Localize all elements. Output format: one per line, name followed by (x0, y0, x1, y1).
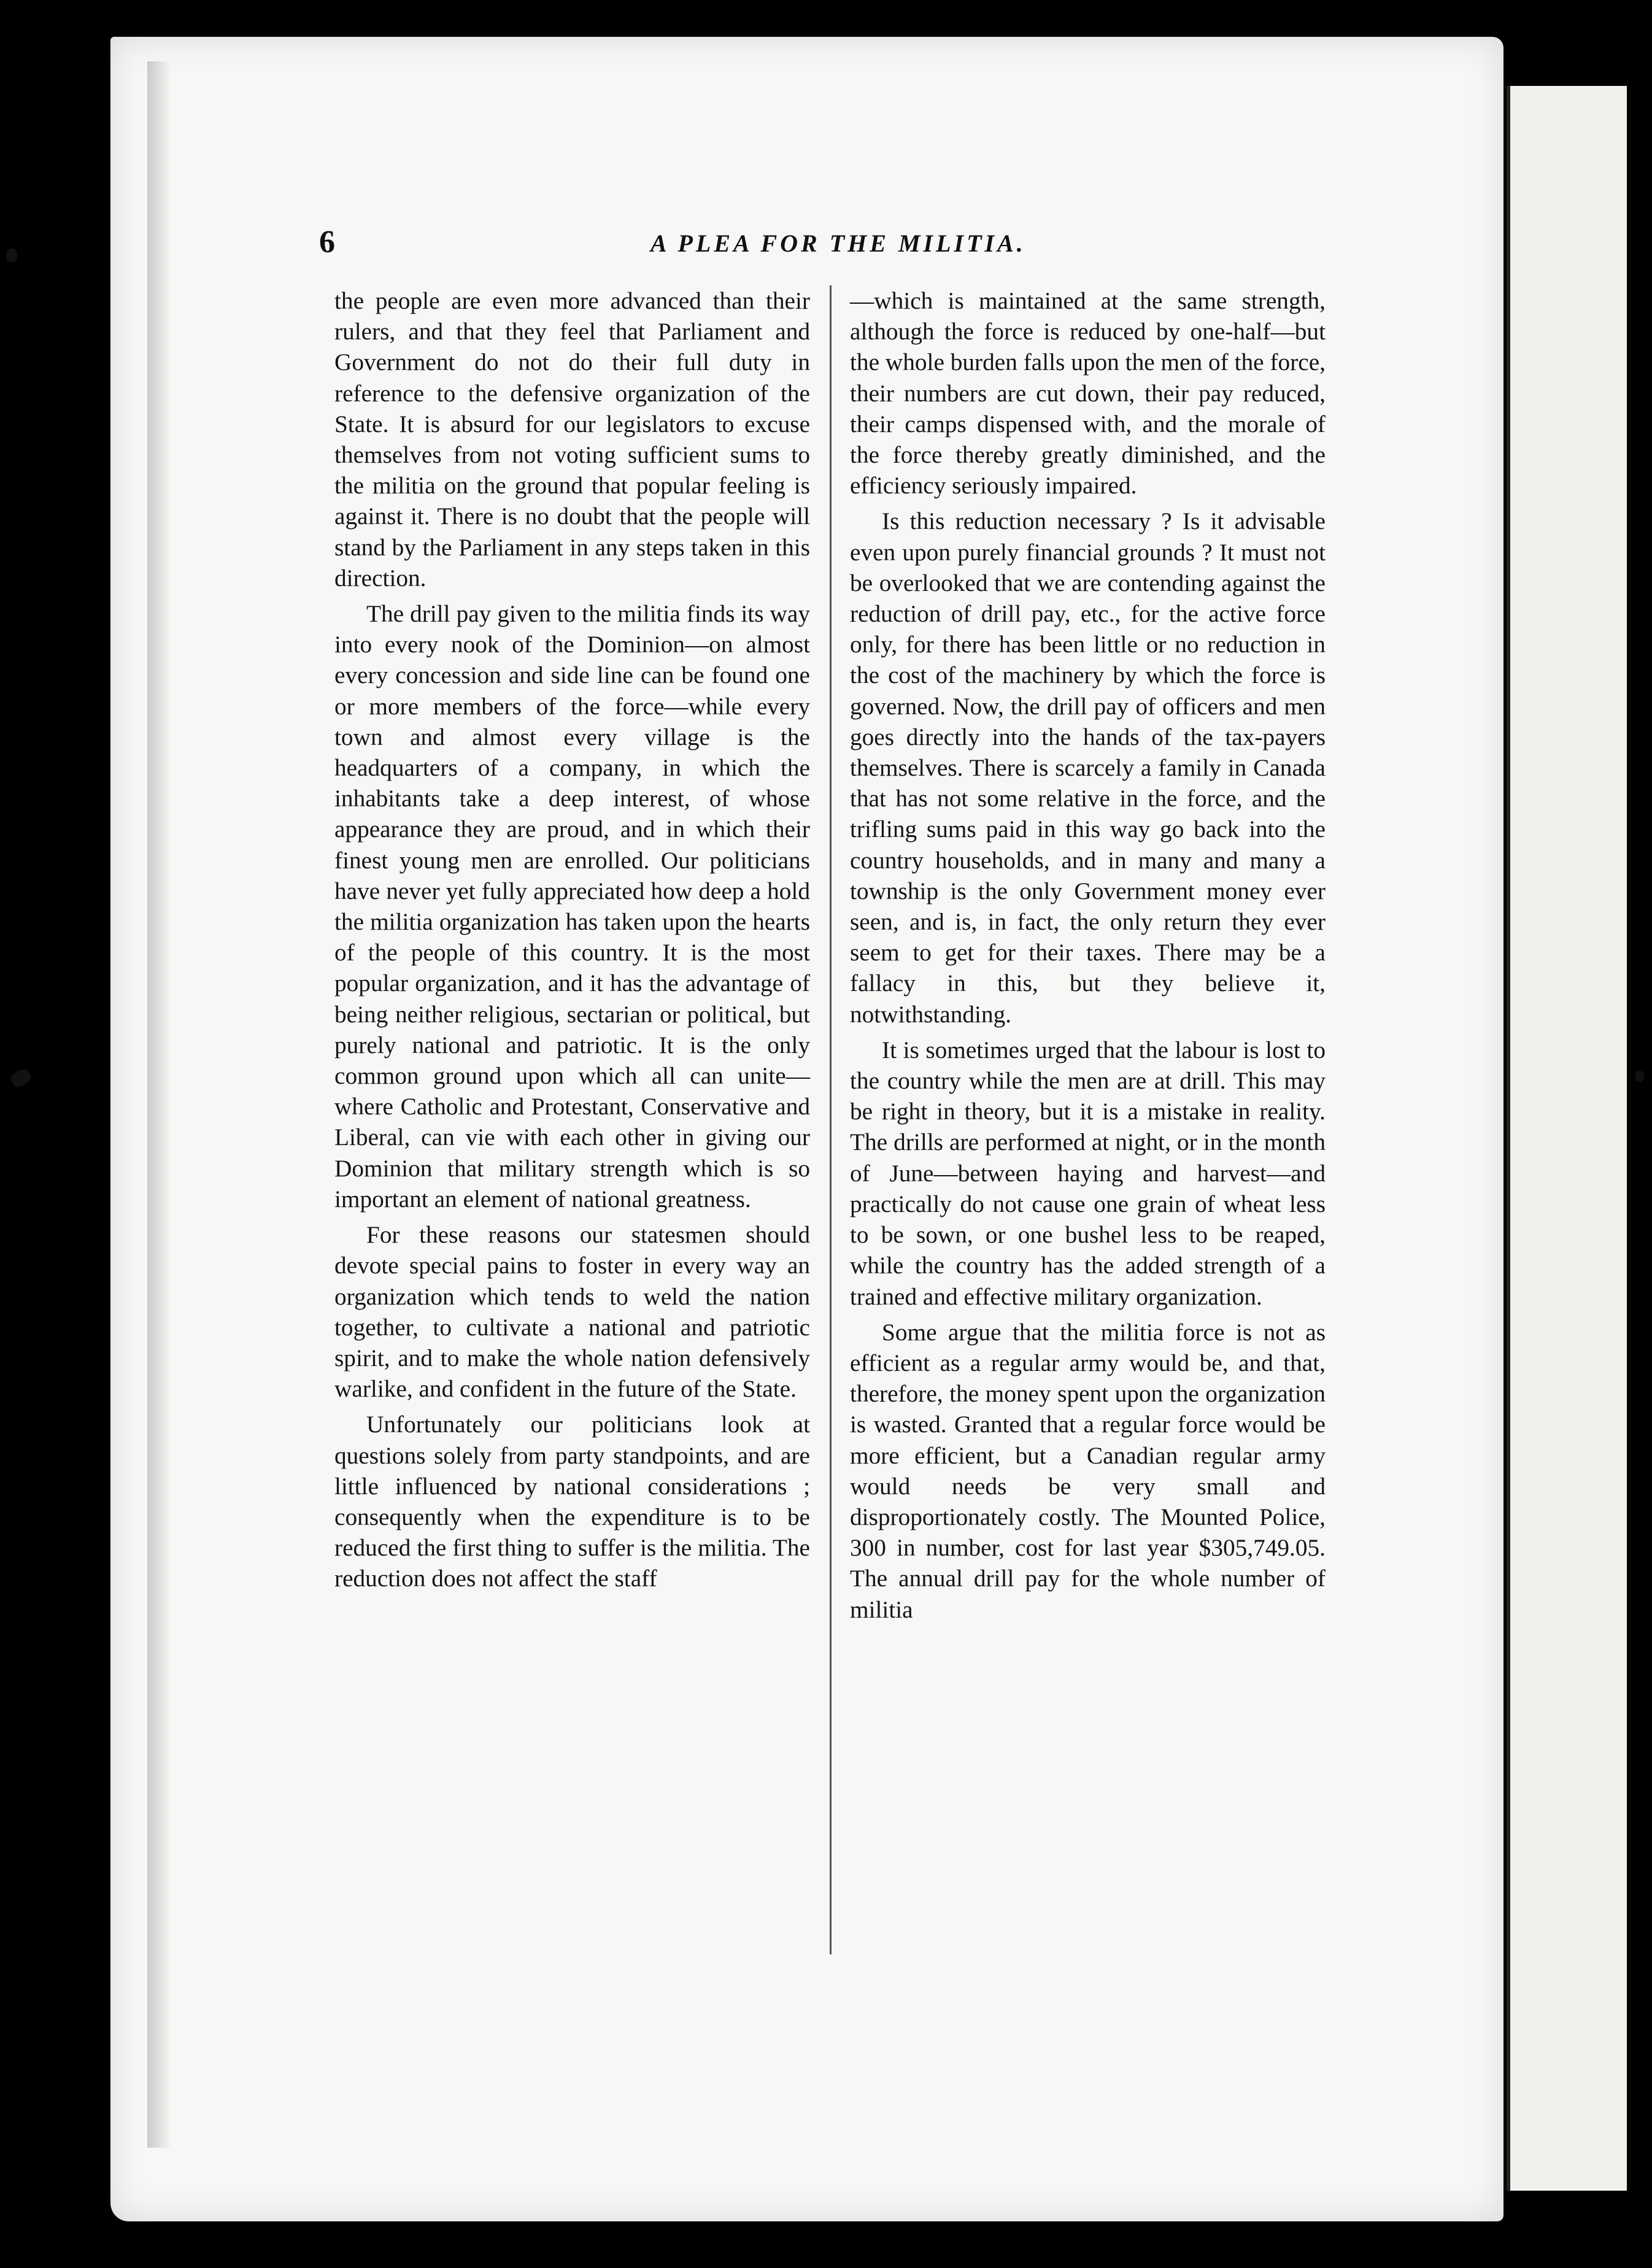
column-rule (830, 285, 832, 1954)
page-fold-shadow (147, 61, 172, 2148)
paragraph: the people are even more advanced than their rulers, and that they feel that Parliament and Government do not do their full duty in reference to the defensive organization of the State. It is absurd for our legislators to excuse themselves from not voting sufficient sums to the militia on the ground that popular feeling is against it. There is no doubt that the people will stand by the Parliament in any steps taken in this direction. (334, 287, 810, 592)
paragraph: Unfortunately our politicians look at questions solely from party standpoints, and are little influenced by national considerations ; consequently when the expenditure is to be reduced the first thing to suffer is the militia. The reduction does not affect the staff (334, 1411, 810, 1592)
paragraph: For these reasons our statesmen should devote special pains to foster in every way an organization which tends to weld the nation together, to cultivate a national and patriotic spirit, and to make the whole nation defensively warlike, and confident in the future of the State. (334, 1221, 810, 1403)
paragraph: It is sometimes urged that the labour is lost to the country while the men are at drill. This may be right in theory, but it is a mistake in reality. The drills are performed at night, or in the month of June—between haying and harvest—and practically do not cause one grain of wheat less to be sown, or one bushel less to be reaped, while the country has the added strength of a trained and effective military organization. (850, 1036, 1326, 1310)
paragraph: —which is maintained at the same strength, although the force is reduced by one-half—but the whole burden falls upon the men of the force, their numbers are cut down, their pay reduced, their camps dispensed with, and the morale of the force thereby greatly diminished, and the efficiency seriously impaired. (850, 287, 1326, 500)
next-page-edge (1507, 86, 1627, 2191)
right-column (850, 285, 1326, 1625)
scan-speck (1635, 1071, 1644, 1082)
running-header (319, 224, 1375, 261)
paragraph: Is this reduction necessary ? Is it advisable even upon purely financial grounds ? It must not be overlooked that we are contending against the reduction of drill pay, etc., for the active force only, for there has been little or no reduction in the cost of the machinery by which the force is governed. Now, the drill pay of officers and men goes directly into the hands of the tax-payers themselves. There is scarcely a family in Canada that has not some relative in the force, and the trifling sums paid in this way go back into the country households, and in many and many a township is the only Government money ever seen, and is, in fact, the only return they ever seem to get for their taxes. There may be a fallacy in this, but they believe it, notwithstanding. (850, 507, 1326, 1028)
scan-speck (6, 249, 17, 262)
paragraph: The drill pay given to the militia finds its way into every nook of the Dominion—on almost every concession and side line can be found one or more members of the force—while every town and almost every village is the headquarters of a company, in which the inhabitants take a deep interest, of whose appearance they are proud, and in which their finest young men are enrolled. Our politicians have never yet fully appreciated how deep a hold the militia organization has taken upon the hearts of the people of this country. It is the most popular organization, and it has the advantage of being neither religious, sectarian or political, but purely national and patriotic. It is the only common ground upon which all can unite—where Catholic and Protestant, Conservative and Liberal, can vie with each other in giving our Dominion that military strength which is so important an element of national greatness. (334, 600, 810, 1213)
paragraph: Some argue that the militia force is not as efficient as a regular army would be, and that, therefore, the money spent upon the organization is wasted. Granted that a regular force would be more efficient, but a Canadian regular army would needs be very small and disproportionately costly. The Mounted Police, 300 in number, cost for last year $305,749.05. The annual drill pay for the whole number of militia (850, 1318, 1326, 1623)
scan-speck (9, 1067, 33, 1090)
page-number: 6 (319, 225, 335, 260)
left-column (334, 285, 810, 1594)
running-title: A PLEA FOR THE MILITIA. (650, 230, 1026, 257)
